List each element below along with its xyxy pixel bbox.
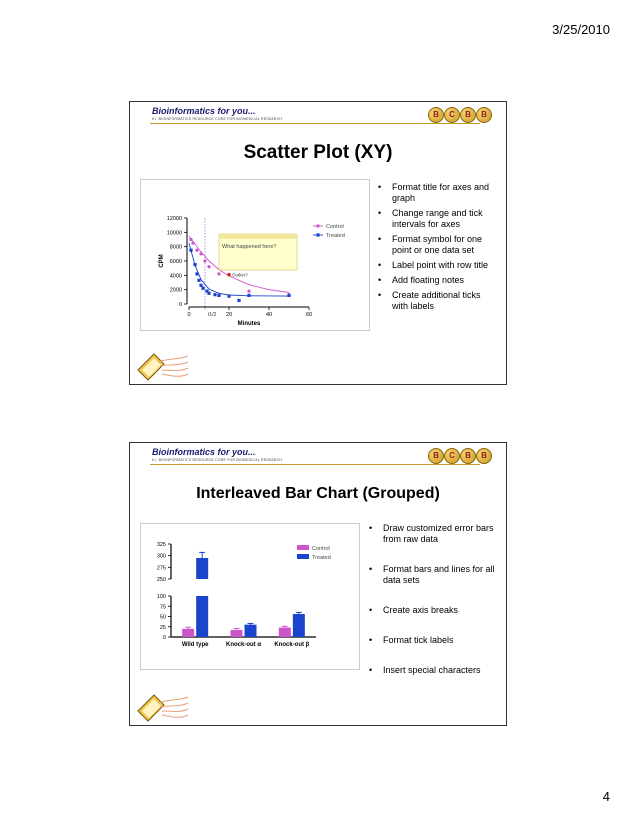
book-logo-icon [134, 687, 190, 723]
y-tick-label: 4000 [169, 273, 182, 280]
x-axis-label: Minutes [237, 321, 261, 327]
half-life-annotation: t1/2 [208, 312, 217, 318]
bar-treated [293, 614, 305, 637]
data-point-control [203, 259, 206, 262]
data-point-treated [237, 299, 240, 302]
scatter-svg [141, 180, 369, 330]
y-tick-label: 25 [159, 624, 166, 631]
bullet-item: • Draw customized error bars from raw data [369, 523, 499, 545]
data-point-treated [197, 279, 200, 282]
bullet-item: • Label point with row title [378, 260, 496, 271]
bullet-list [369, 523, 499, 695]
header-divider [150, 464, 480, 465]
y-axis-label: CPM [159, 254, 165, 268]
data-point-control [247, 290, 250, 293]
bar-treated [245, 625, 257, 637]
x-tick-label: 60 [305, 312, 313, 318]
badge-letter: B [476, 107, 492, 123]
bullet-item: • Format symbol for one point or one data set [378, 234, 496, 256]
bar-control [231, 630, 243, 637]
bar-treated-lower [196, 596, 208, 637]
bullet-item: • Format bars and lines for all data sets [369, 564, 499, 586]
data-point-treated [217, 294, 220, 297]
bar-control [279, 628, 291, 637]
legend-label-treated: Treated [326, 233, 345, 239]
bcbb-badge [428, 448, 490, 464]
legend-swatch-treated [297, 554, 309, 559]
slide-bar-chart [129, 442, 507, 726]
y-tick-label: 250 [156, 577, 166, 583]
y-tick-label: 2000 [169, 287, 182, 294]
y-tick-label: 300 [156, 553, 166, 560]
bullet-item: • Insert special characters [369, 665, 499, 676]
slide-title: Interleaved Bar Chart (Grouped) [196, 485, 440, 502]
y-tick-label: 100 [156, 594, 166, 600]
data-point-treated [227, 295, 230, 298]
date: 3/25/2010 [552, 22, 610, 37]
outlier-point [227, 273, 231, 277]
outlier-label: Outlier? [232, 272, 248, 278]
y-tick-label: 10000 [166, 230, 182, 237]
y-tick-label: 8000 [169, 244, 182, 251]
y-tick-label: 12000 [166, 216, 182, 222]
category-label: Wild type [181, 642, 209, 648]
badge-letter: B [476, 448, 492, 464]
y-tick-label: 275 [156, 565, 166, 572]
data-point-control [195, 249, 198, 252]
legend-marker-control [316, 224, 319, 227]
legend-label-control: Control [326, 224, 344, 230]
brand-subtitle: b.i. BIOINFORMATICS RESOURCE CORE FOR BIOMEDICAL RESEARCH [152, 117, 283, 121]
bar-svg [141, 524, 359, 669]
badge-letter: B [428, 448, 444, 464]
y-tick-label: 0 [162, 635, 166, 641]
legend-swatch-control [297, 545, 309, 550]
y-tick-label: 50 [159, 614, 166, 621]
x-tick-label: 0 [187, 312, 191, 318]
data-point-treated [287, 294, 290, 297]
bullet-item: • Format tick labels [369, 635, 499, 646]
bullet-item: • Change range and tick intervals for axes [378, 208, 496, 230]
legend-marker-treated [316, 233, 319, 236]
badge-letter: C [444, 107, 460, 123]
data-point-treated [213, 293, 216, 296]
category-label: Knock-out β [274, 642, 310, 648]
bullet-item: • Create axis breaks [369, 605, 499, 616]
slide-scatter-plot [129, 101, 507, 385]
bullet-item: • Format title for axes and graph [378, 182, 496, 204]
data-point-treated [207, 292, 210, 295]
data-point-treated [195, 272, 198, 275]
bullet-item: • Create additional ticks with labels [378, 290, 496, 312]
data-point-treated [247, 294, 250, 297]
page-number: 4 [602, 789, 610, 804]
badge-letter: C [444, 448, 460, 464]
bullet-item: • Add floating notes [378, 275, 496, 286]
bcbb-badge [428, 107, 490, 123]
header-divider [150, 123, 480, 124]
data-point-treated [199, 284, 202, 287]
badge-letter: B [460, 448, 476, 464]
slide-title: Scatter Plot (XY) [243, 142, 393, 163]
badge-letter: B [460, 107, 476, 123]
bar-treated-upper [196, 558, 208, 579]
data-point-control [217, 272, 220, 275]
data-point-treated [201, 287, 204, 290]
floating-note-text: What happened here? [222, 244, 277, 250]
x-tick-label: 40 [265, 312, 273, 318]
brand-name: Bioinformatics for you... [152, 447, 256, 457]
bar-control [182, 629, 194, 637]
category-label: Knock-out α [225, 642, 262, 648]
y-tick-label: 325 [156, 542, 166, 548]
x-tick-label: 20 [225, 312, 233, 318]
y-tick-label: 75 [159, 604, 166, 611]
legend-label-treated: Treated [312, 555, 331, 561]
floating-note [219, 234, 297, 270]
brand-name: Bioinformatics for you... [152, 106, 256, 116]
y-tick-label: 6000 [169, 259, 182, 265]
data-point-treated [189, 249, 192, 252]
brand-subtitle: b.i. BIOINFORMATICS RESOURCE CORE FOR BIOMEDICAL RESEARCH [152, 458, 283, 462]
bullet-list [378, 182, 496, 316]
legend-label-control: Control [312, 546, 330, 552]
scatter-chart [140, 179, 370, 331]
badge-letter: B [428, 107, 444, 123]
data-point-control [207, 265, 210, 268]
book-logo-icon [134, 346, 190, 382]
data-point-control [199, 252, 202, 255]
slide-header [130, 102, 506, 124]
data-point-treated [193, 263, 196, 266]
data-point-control [189, 238, 192, 241]
slide-header [130, 443, 506, 465]
y-tick-label: 0 [178, 302, 182, 308]
floating-note-bar [219, 234, 297, 239]
data-point-control [191, 241, 194, 244]
bar-chart [140, 523, 360, 670]
